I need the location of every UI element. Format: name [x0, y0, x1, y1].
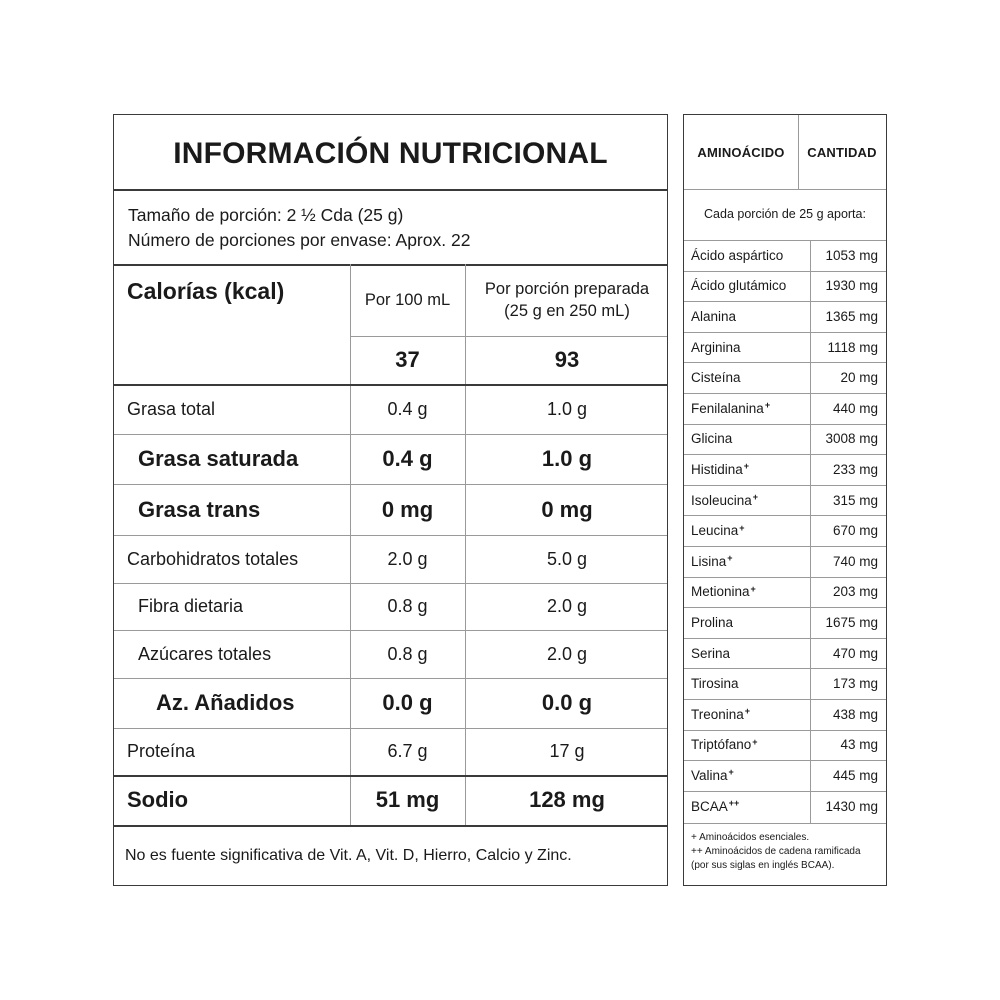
- amino-amount: 445 mg: [832, 767, 878, 783]
- amino-amount: 315 mg: [832, 492, 878, 508]
- amino-name-text: Prolina: [691, 614, 734, 630]
- amino-amount: 440 mg: [832, 400, 878, 416]
- nutrient-per-100ml: 6.7 g: [387, 741, 428, 761]
- servings-per-container: Número de porciones por envase: Aprox. 22: [128, 230, 471, 250]
- amino-name-text: Arginina: [691, 339, 741, 355]
- nutrient-per-100ml: 0.0 g: [382, 690, 433, 715]
- essential-mark: +: [743, 461, 750, 472]
- amino-name: [691, 393, 770, 424]
- amino-amount: 1675 mg: [825, 614, 878, 630]
- nutrient-per-serving: 1.0 g: [546, 398, 588, 419]
- nutrient-per-100ml: 0.4 g: [387, 398, 428, 419]
- amino-amount: 438 mg: [832, 706, 878, 722]
- nutrient-label: Grasa trans: [138, 496, 261, 522]
- calories-label: Calorías (kcal): [127, 278, 285, 304]
- calories-per-serving: 93: [554, 347, 580, 372]
- amino-amount: 740 mg: [832, 553, 878, 569]
- nutrient-per-serving: 17 g: [549, 741, 585, 761]
- amino-name-text: Ácido aspártico: [691, 247, 784, 263]
- amino-name: [691, 485, 758, 516]
- amino-amount: 1118 mg: [827, 339, 878, 355]
- essential-mark: +: [728, 767, 734, 778]
- amino-name: [691, 760, 734, 791]
- amino-name: [691, 699, 750, 730]
- amino-name-text: Treonina: [691, 706, 744, 722]
- nutrient-per-serving: 128 mg: [529, 787, 605, 812]
- amino-name: [691, 240, 783, 271]
- amino-name: [691, 424, 732, 455]
- nutrient-label: Proteína: [127, 741, 196, 761]
- amino-amount: 43 mg: [840, 737, 878, 753]
- amino-amount: 1053 mg: [825, 247, 878, 263]
- amino-footnote-bcaa-note: (por sus siglas en inglés BCAA).: [691, 860, 835, 871]
- calories-per-100ml: 37: [395, 347, 420, 372]
- nutrient-per-serving: 1.0 g: [541, 446, 593, 471]
- amino-name-text: Alanina: [691, 308, 737, 324]
- amino-name-text: Metionina: [691, 584, 750, 600]
- col-header-per-100ml: Por 100 mL: [364, 290, 451, 309]
- col-header-per-serving: [465, 264, 669, 336]
- amino-amount: 1430 mg: [825, 798, 878, 814]
- amino-amount: 3008 mg: [825, 431, 878, 447]
- amino-name-text: Triptófano: [691, 737, 752, 753]
- amino-name: [691, 301, 736, 332]
- amino-name: [691, 546, 733, 577]
- essential-mark: +: [739, 522, 745, 533]
- essential-mark: +: [727, 553, 733, 564]
- amino-name-text: Lisina: [691, 553, 727, 569]
- nutrient-per-100ml: 0.4 g: [382, 446, 433, 471]
- amino-footnote-essential: + Aminoácidos esenciales.: [691, 832, 810, 843]
- amino-name-text: Isoleucina: [691, 492, 752, 508]
- nutrient-per-serving: 0.0 g: [541, 690, 593, 715]
- amino-name: [691, 515, 745, 546]
- amino-amount: 233 mg: [832, 461, 878, 477]
- amino-name: [691, 454, 749, 485]
- amino-amount: 20 mg: [840, 370, 878, 386]
- amino-amount: 203 mg: [832, 584, 878, 600]
- amino-name: [691, 730, 758, 761]
- amino-name: [691, 791, 739, 822]
- amino-amount: 670 mg: [832, 523, 878, 539]
- nutrient-per-100ml: 51 mg: [375, 787, 440, 812]
- amino-amount: 1930 mg: [825, 278, 878, 294]
- essential-mark: +: [752, 492, 759, 503]
- nutrient-per-100ml: 2.0 g: [387, 548, 428, 569]
- amino-amount: 470 mg: [832, 645, 878, 661]
- nutrient-label: Fibra dietaria: [138, 596, 244, 616]
- nutrient-label: Azúcares totales: [138, 643, 272, 664]
- nutrition-facts-panel: [113, 114, 668, 886]
- amino-name: [691, 271, 786, 302]
- amino-name-text: Glicina: [691, 431, 733, 447]
- nutrient-per-serving: 0 mg: [541, 496, 593, 522]
- nutrient-per-serving: 2.0 g: [546, 596, 588, 616]
- col-header-amino: AMINOÁCIDO: [697, 144, 785, 160]
- amino-name: [691, 638, 730, 669]
- amino-name-text: Serina: [691, 645, 731, 661]
- nutrient-per-100ml: 0 mg: [381, 496, 434, 522]
- nutrient-per-serving: 2.0 g: [546, 643, 588, 664]
- amino-name-text: BCAA: [691, 798, 728, 814]
- essential-mark: +: [750, 583, 756, 594]
- essential-mark: +: [764, 400, 771, 411]
- amino-name-text: Ácido glutámico: [691, 278, 787, 294]
- nutrient-per-100ml: 0.8 g: [387, 643, 428, 664]
- col-header-per-serving-line1: Por porción preparada: [484, 280, 650, 298]
- amino-name-text: Fenilalanina: [691, 400, 764, 416]
- amino-name: [691, 607, 733, 638]
- essential-mark: +: [744, 706, 751, 717]
- nutrition-title: INFORMACIÓN NUTRICIONAL: [173, 137, 608, 170]
- amino-name-text: Histidina: [691, 461, 743, 477]
- amino-name: [691, 362, 741, 393]
- nutrient-label: Az. Añadidos: [156, 690, 295, 715]
- amino-amount: 1365 mg: [825, 308, 878, 324]
- amino-name-text: Cisteína: [691, 370, 741, 386]
- col-header-per-serving-line2: (25 g en 250 mL): [504, 302, 630, 320]
- col-header-amount: CANTIDAD: [807, 144, 877, 160]
- amino-note: Cada porción de 25 g aporta:: [704, 207, 866, 221]
- amino-amount: 173 mg: [832, 676, 878, 692]
- amino-name-text: Leucina: [691, 523, 739, 539]
- amino-footnote-bcaa: ++ Aminoácidos de cadena ramificada: [691, 846, 861, 857]
- amino-name: [691, 668, 739, 699]
- nutrient-label: Grasa total: [127, 398, 216, 419]
- nutrient-label: Carbohidratos totales: [127, 548, 299, 569]
- nutrient-per-serving: 5.0 g: [546, 548, 588, 569]
- amino-acid-panel: [683, 114, 887, 886]
- amino-name: [691, 577, 756, 608]
- nutrient-label: Sodio: [127, 787, 189, 812]
- nutrient-per-100ml: 0.8 g: [387, 596, 428, 616]
- amino-name: [691, 332, 741, 363]
- essential-mark: ++: [728, 798, 740, 809]
- nutrient-label: Grasa saturada: [138, 446, 299, 471]
- essential-mark: +: [752, 736, 758, 747]
- amino-name-text: Valina: [691, 767, 728, 783]
- serving-size: Tamaño de porción: 2 ½ Cda (25 g): [128, 205, 404, 225]
- nutrition-footnote: No es fuente significativa de Vit. A, Vit. D, Hierro, Calcio y Zinc.: [125, 847, 572, 864]
- amino-name-text: Tirosina: [691, 676, 739, 692]
